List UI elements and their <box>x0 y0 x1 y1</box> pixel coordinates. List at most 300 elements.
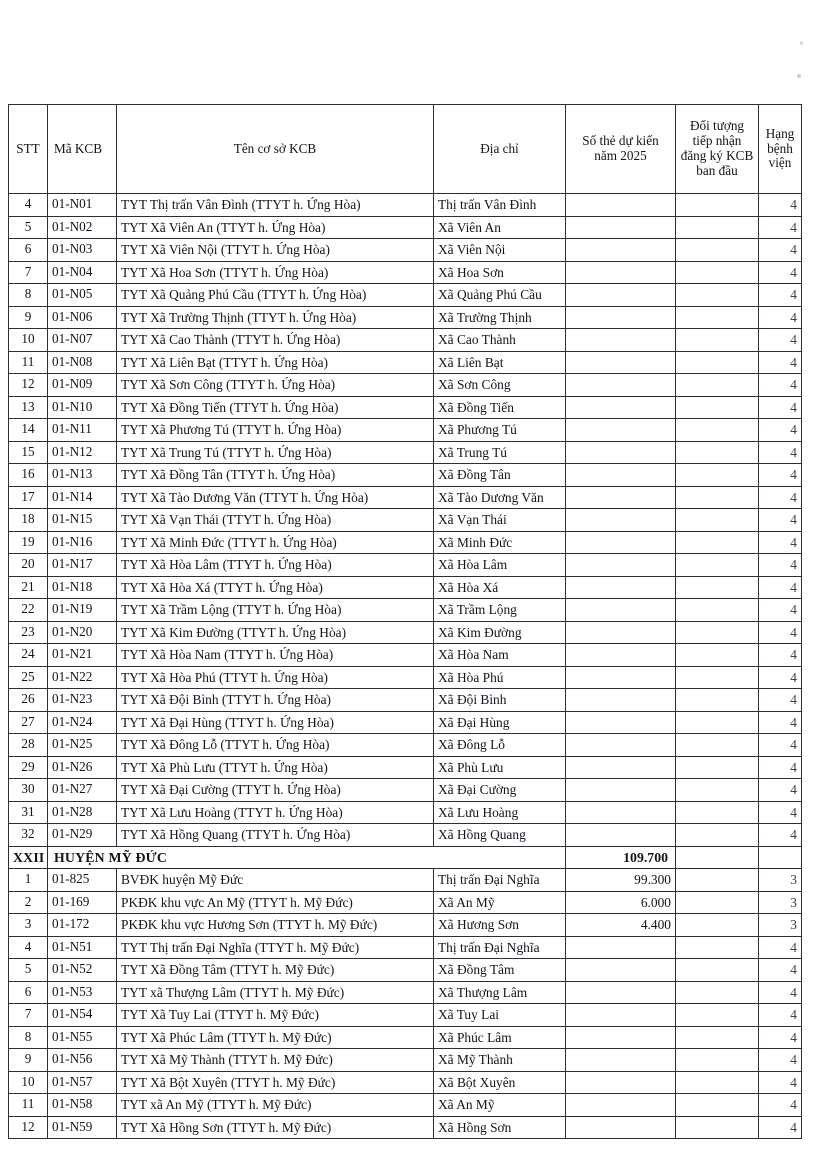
cell-ten-co-so: TYT Xã Lưu Hoàng (TTYT h. Ứng Hòa) <box>117 801 434 824</box>
table-row <box>9 981 802 1004</box>
cell-hang: 4 <box>759 779 802 802</box>
table-row <box>9 306 802 329</box>
column-header-doi-tuong: Đối tượng tiếp nhận đăng ký KCB ban đầu <box>676 105 759 194</box>
cell-dia-chi: Xã Trầm Lộng <box>434 599 566 622</box>
cell-stt: 10 <box>9 1071 48 1094</box>
cell-ten-co-so: TYT Xã Đồng Tâm (TTYT h. Mỹ Đức) <box>117 959 434 982</box>
table-row <box>9 261 802 284</box>
cell-stt: 11 <box>9 1094 48 1117</box>
cell-hang: 4 <box>759 1026 802 1049</box>
cell-hang: 4 <box>759 351 802 374</box>
cell-doi-tuong <box>676 981 759 1004</box>
cell-dia-chi: Xã Hồng Sơn <box>434 1116 566 1139</box>
cell-dia-chi: Xã Quảng Phú Cầu <box>434 284 566 307</box>
cell-ma-kcb: 01-N51 <box>48 936 117 959</box>
scan-speck-icon <box>797 74 801 78</box>
cell-so-the <box>566 239 676 262</box>
cell-hang: 4 <box>759 599 802 622</box>
cell-doi-tuong <box>676 621 759 644</box>
cell-ma-kcb: 01-N29 <box>48 824 117 847</box>
cell-ma-kcb: 01-N14 <box>48 486 117 509</box>
cell-stt: 21 <box>9 576 48 599</box>
cell-stt: 7 <box>9 261 48 284</box>
cell-stt: 22 <box>9 599 48 622</box>
cell-stt: 23 <box>9 621 48 644</box>
cell-ten-co-so: TYT Xã Trường Thịnh (TTYT h. Ứng Hòa) <box>117 306 434 329</box>
cell-doi-tuong <box>676 779 759 802</box>
cell-stt: 30 <box>9 779 48 802</box>
cell-dia-chi: Xã Đông Lỗ <box>434 734 566 757</box>
cell-ten-co-so: TYT Xã Phù Lưu (TTYT h. Ứng Hòa) <box>117 756 434 779</box>
cell-stt: 4 <box>9 936 48 959</box>
cell-so-the <box>566 261 676 284</box>
cell-stt: 12 <box>9 374 48 397</box>
cell-hang: 4 <box>759 1071 802 1094</box>
table-row <box>9 801 802 824</box>
table-row <box>9 689 802 712</box>
cell-ma-kcb: 01-N02 <box>48 216 117 239</box>
cell-stt: 12 <box>9 1116 48 1139</box>
table-row <box>9 396 802 419</box>
cell-stt: 10 <box>9 329 48 352</box>
cell-so-the <box>566 1026 676 1049</box>
cell-doi-tuong <box>676 576 759 599</box>
cell-ma-kcb: 01-N55 <box>48 1026 117 1049</box>
cell-ma-kcb: 01-N08 <box>48 351 117 374</box>
cell-ma-kcb: 01-N06 <box>48 306 117 329</box>
cell-ma-kcb: 01-172 <box>48 914 117 937</box>
cell-dia-chi: Xã An Mỹ <box>434 891 566 914</box>
cell-ten-co-so: TYT Xã Tào Dương Văn (TTYT h. Ứng Hòa) <box>117 486 434 509</box>
cell-stt: 2 <box>9 891 48 914</box>
cell-so-the <box>566 464 676 487</box>
table-row <box>9 621 802 644</box>
cell-hang: 4 <box>759 441 802 464</box>
cell-ma-kcb: 01-N57 <box>48 1071 117 1094</box>
cell-ten-co-so: TYT Xã Phương Tú (TTYT h. Ứng Hòa) <box>117 419 434 442</box>
cell-stt: 29 <box>9 756 48 779</box>
table-row <box>9 1026 802 1049</box>
cell-hang: 4 <box>759 554 802 577</box>
cell-hang: 4 <box>759 486 802 509</box>
cell-ten-co-so: TYT Thị trấn Vân Đình (TTYT h. Ứng Hòa) <box>117 194 434 217</box>
cell-dia-chi: Xã Hoa Sơn <box>434 261 566 284</box>
cell-hang: 4 <box>759 396 802 419</box>
cell-so-the <box>566 1004 676 1027</box>
cell-doi-tuong <box>676 554 759 577</box>
cell-hang: 4 <box>759 711 802 734</box>
cell-hang: 4 <box>759 936 802 959</box>
cell-ma-kcb: 01-N52 <box>48 959 117 982</box>
table-row <box>9 509 802 532</box>
cell-hang: 4 <box>759 1116 802 1139</box>
cell-dia-chi: Xã Trung Tú <box>434 441 566 464</box>
column-header-dia-chi: Địa chỉ <box>434 105 566 194</box>
cell-stt: 20 <box>9 554 48 577</box>
cell-so-the <box>566 329 676 352</box>
table-row <box>9 914 802 937</box>
cell-ma-kcb: 01-169 <box>48 891 117 914</box>
cell-so-the <box>566 306 676 329</box>
cell-ma-kcb: 01-N22 <box>48 666 117 689</box>
cell-doi-tuong <box>676 441 759 464</box>
cell-dia-chi: Xã Viên Nội <box>434 239 566 262</box>
scan-speck-icon <box>800 41 803 45</box>
table-header <box>9 105 802 194</box>
table-row <box>9 441 802 464</box>
cell-dia-chi: Xã Thượng Lâm <box>434 981 566 1004</box>
cell-doi-tuong <box>676 284 759 307</box>
cell-ma-kcb: 01-N26 <box>48 756 117 779</box>
cell-doi-tuong <box>676 261 759 284</box>
cell-doi-tuong <box>676 936 759 959</box>
cell-doi-tuong <box>676 711 759 734</box>
cell-stt: 26 <box>9 689 48 712</box>
cell-ten-co-so: TYT xã An Mỹ (TTYT h. Mỹ Đức) <box>117 1094 434 1117</box>
cell-ten-co-so: BVĐK huyện Mỹ Đức <box>117 869 434 892</box>
cell-stt: 11 <box>9 351 48 374</box>
cell-doi-tuong <box>676 914 759 937</box>
cell-ma-kcb: 01-N11 <box>48 419 117 442</box>
cell-dia-chi: Xã Đồng Tiến <box>434 396 566 419</box>
table-row <box>9 576 802 599</box>
cell-hang: 4 <box>759 419 802 442</box>
cell-so-the <box>566 801 676 824</box>
cell-ma-kcb: 01-N07 <box>48 329 117 352</box>
cell-dia-chi: Xã Đại Hùng <box>434 711 566 734</box>
cell-so-the <box>566 554 676 577</box>
cell-dia-chi: Xã Kim Đường <box>434 621 566 644</box>
table-row <box>9 216 802 239</box>
table-row <box>9 1004 802 1027</box>
cell-so-the: 6.000 <box>566 891 676 914</box>
cell-hang: 4 <box>759 824 802 847</box>
cell-so-the <box>566 194 676 217</box>
table-row <box>9 734 802 757</box>
table-row <box>9 239 802 262</box>
cell-stt: 15 <box>9 441 48 464</box>
cell-so-the <box>566 734 676 757</box>
cell-dia-chi: Xã Đội Bình <box>434 689 566 712</box>
cell-ten-co-so: TYT Xã Trung Tú (TTYT h. Ứng Hòa) <box>117 441 434 464</box>
table-row <box>9 284 802 307</box>
cell-stt: 8 <box>9 1026 48 1049</box>
cell-stt: 9 <box>9 1049 48 1072</box>
cell-ma-kcb: 01-N16 <box>48 531 117 554</box>
cell-hang <box>759 846 802 869</box>
cell-hang: 4 <box>759 666 802 689</box>
cell-so-the <box>566 284 676 307</box>
cell-ten-co-so: TYT Thị trấn Đại Nghĩa (TTYT h. Mỹ Đức) <box>117 936 434 959</box>
cell-so-the <box>566 531 676 554</box>
cell-hang: 4 <box>759 734 802 757</box>
table-row <box>9 756 802 779</box>
table-row <box>9 711 802 734</box>
cell-so-the <box>566 396 676 419</box>
cell-ma-kcb: 01-N25 <box>48 734 117 757</box>
cell-doi-tuong <box>676 891 759 914</box>
column-header-ma-kcb: Mã KCB <box>48 105 117 194</box>
cell-doi-tuong <box>676 464 759 487</box>
cell-doi-tuong <box>676 419 759 442</box>
cell-stt: 16 <box>9 464 48 487</box>
cell-dia-chi: Xã Hồng Quang <box>434 824 566 847</box>
cell-doi-tuong <box>676 869 759 892</box>
cell-dia-chi: Xã Tuy Lai <box>434 1004 566 1027</box>
cell-ten-co-so: TYT Xã Hồng Sơn (TTYT h. Mỹ Đức) <box>117 1116 434 1139</box>
cell-ten-co-so: TYT Xã Viên An (TTYT h. Ứng Hòa) <box>117 216 434 239</box>
cell-dia-chi: Xã Viên An <box>434 216 566 239</box>
cell-ten-co-so: TYT Xã Hồng Quang (TTYT h. Ứng Hòa) <box>117 824 434 847</box>
cell-ten-co-so: TYT Xã Đại Hùng (TTYT h. Ứng Hòa) <box>117 711 434 734</box>
cell-ten-co-so: TYT Xã Liên Bạt (TTYT h. Ứng Hòa) <box>117 351 434 374</box>
cell-hang: 4 <box>759 1004 802 1027</box>
table-row <box>9 824 802 847</box>
cell-dia-chi: Xã Liên Bạt <box>434 351 566 374</box>
cell-ten-co-so: TYT Xã Sơn Công (TTYT h. Ứng Hòa) <box>117 374 434 397</box>
cell-doi-tuong <box>676 846 759 869</box>
cell-so-the <box>566 666 676 689</box>
cell-hang: 3 <box>759 914 802 937</box>
cell-dia-chi: Thị trấn Đại Nghĩa <box>434 936 566 959</box>
cell-ten-co-so: PKĐK khu vực An Mỹ (TTYT h. Mỹ Đức) <box>117 891 434 914</box>
table-row <box>9 351 802 374</box>
cell-hang: 4 <box>759 576 802 599</box>
cell-so-the <box>566 419 676 442</box>
cell-doi-tuong <box>676 824 759 847</box>
cell-hang: 4 <box>759 801 802 824</box>
cell-hang: 4 <box>759 261 802 284</box>
cell-so-the <box>566 824 676 847</box>
cell-ma-kcb: 01-N10 <box>48 396 117 419</box>
cell-dia-chi: Xã Hòa Lâm <box>434 554 566 577</box>
cell-hang: 4 <box>759 239 802 262</box>
cell-dia-chi: Thị trấn Đại Nghĩa <box>434 869 566 892</box>
cell-doi-tuong <box>676 1116 759 1139</box>
cell-stt: 27 <box>9 711 48 734</box>
cell-ten-co-so: TYT Xã Mỹ Thành (TTYT h. Mỹ Đức) <box>117 1049 434 1072</box>
cell-stt: 32 <box>9 824 48 847</box>
table-row <box>9 419 802 442</box>
cell-dia-chi: Xã Hòa Nam <box>434 644 566 667</box>
cell-stt: XXII <box>9 846 48 869</box>
cell-section-name: HUYỆN MỸ ĐỨC <box>48 846 566 869</box>
cell-stt: 6 <box>9 981 48 1004</box>
cell-stt: 6 <box>9 239 48 262</box>
cell-doi-tuong <box>676 1004 759 1027</box>
cell-dia-chi: Xã Trường Thịnh <box>434 306 566 329</box>
cell-doi-tuong <box>676 644 759 667</box>
cell-ten-co-so: TYT Xã Viên Nội (TTYT h. Ứng Hòa) <box>117 239 434 262</box>
cell-ma-kcb: 01-N05 <box>48 284 117 307</box>
column-header-stt: STT <box>9 105 48 194</box>
cell-doi-tuong <box>676 666 759 689</box>
cell-ma-kcb: 01-N53 <box>48 981 117 1004</box>
cell-ten-co-so: TYT Xã Đông Lỗ (TTYT h. Ứng Hòa) <box>117 734 434 757</box>
table-row <box>9 599 802 622</box>
cell-dia-chi: Xã Đại Cường <box>434 779 566 802</box>
cell-so-the <box>566 1071 676 1094</box>
cell-hang: 4 <box>759 531 802 554</box>
cell-stt: 8 <box>9 284 48 307</box>
cell-doi-tuong <box>676 216 759 239</box>
cell-ten-co-so: TYT Xã Trầm Lộng (TTYT h. Ứng Hòa) <box>117 599 434 622</box>
table-row <box>9 329 802 352</box>
cell-ma-kcb: 01-N59 <box>48 1116 117 1139</box>
cell-dia-chi: Xã Đồng Tâm <box>434 959 566 982</box>
column-header-ten-co-so: Tên cơ sở KCB <box>117 105 434 194</box>
cell-doi-tuong <box>676 756 759 779</box>
cell-doi-tuong <box>676 329 759 352</box>
cell-ten-co-so: TYT Xã Hòa Phú (TTYT h. Ứng Hòa) <box>117 666 434 689</box>
table-row <box>9 644 802 667</box>
cell-doi-tuong <box>676 734 759 757</box>
cell-hang: 4 <box>759 329 802 352</box>
cell-ma-kcb: 01-N20 <box>48 621 117 644</box>
cell-doi-tuong <box>676 801 759 824</box>
cell-dia-chi: Xã Tào Dương Văn <box>434 486 566 509</box>
cell-ten-co-so: TYT Xã Đồng Tân (TTYT h. Ứng Hòa) <box>117 464 434 487</box>
cell-stt: 13 <box>9 396 48 419</box>
cell-so-the <box>566 441 676 464</box>
table-row <box>9 1116 802 1139</box>
cell-so-the <box>566 621 676 644</box>
cell-dia-chi: Xã Vạn Thái <box>434 509 566 532</box>
cell-stt: 24 <box>9 644 48 667</box>
cell-ma-kcb: 01-N54 <box>48 1004 117 1027</box>
cell-hang: 4 <box>759 644 802 667</box>
cell-hang: 4 <box>759 981 802 1004</box>
cell-dia-chi: Thị trấn Vân Đình <box>434 194 566 217</box>
cell-doi-tuong <box>676 194 759 217</box>
cell-ten-co-so: TYT Xã Hòa Xá (TTYT h. Ứng Hòa) <box>117 576 434 599</box>
cell-so-the <box>566 689 676 712</box>
cell-stt: 7 <box>9 1004 48 1027</box>
cell-hang: 4 <box>759 464 802 487</box>
cell-hang: 4 <box>759 689 802 712</box>
cell-ten-co-so: TYT Xã Đại Cường (TTYT h. Ứng Hòa) <box>117 779 434 802</box>
cell-dia-chi: Xã An Mỹ <box>434 1094 566 1117</box>
cell-ma-kcb: 01-825 <box>48 869 117 892</box>
cell-so-the <box>566 1049 676 1072</box>
cell-hang: 4 <box>759 509 802 532</box>
cell-ten-co-so: TYT Xã Kim Đường (TTYT h. Ứng Hòa) <box>117 621 434 644</box>
cell-so-the <box>566 599 676 622</box>
cell-stt: 18 <box>9 509 48 532</box>
cell-doi-tuong <box>676 531 759 554</box>
cell-so-the <box>566 756 676 779</box>
cell-hang: 4 <box>759 1094 802 1117</box>
cell-stt: 17 <box>9 486 48 509</box>
cell-ma-kcb: 01-N28 <box>48 801 117 824</box>
cell-doi-tuong <box>676 509 759 532</box>
cell-so-the <box>566 486 676 509</box>
cell-so-the <box>566 779 676 802</box>
cell-ma-kcb: 01-N56 <box>48 1049 117 1072</box>
cell-ten-co-so: TYT Xã Cao Thành (TTYT h. Ứng Hòa) <box>117 329 434 352</box>
cell-doi-tuong <box>676 599 759 622</box>
cell-so-the <box>566 1094 676 1117</box>
cell-dia-chi: Xã Sơn Công <box>434 374 566 397</box>
table-row <box>9 1094 802 1117</box>
cell-stt: 5 <box>9 216 48 239</box>
cell-ma-kcb: 01-N18 <box>48 576 117 599</box>
table-row <box>9 891 802 914</box>
cell-ten-co-so: TYT xã Thượng Lâm (TTYT h. Mỹ Đức) <box>117 981 434 1004</box>
table-row <box>9 486 802 509</box>
cell-ma-kcb: 01-N58 <box>48 1094 117 1117</box>
cell-hang: 4 <box>759 621 802 644</box>
cell-hang: 4 <box>759 959 802 982</box>
cell-so-the <box>566 509 676 532</box>
cell-ma-kcb: 01-N04 <box>48 261 117 284</box>
cell-stt: 1 <box>9 869 48 892</box>
cell-doi-tuong <box>676 351 759 374</box>
cell-hang: 4 <box>759 306 802 329</box>
cell-so-the <box>566 216 676 239</box>
cell-doi-tuong <box>676 486 759 509</box>
cell-hang: 3 <box>759 869 802 892</box>
cell-hang: 4 <box>759 216 802 239</box>
cell-stt: 31 <box>9 801 48 824</box>
table-row <box>9 869 802 892</box>
cell-stt: 3 <box>9 914 48 937</box>
cell-so-the <box>566 576 676 599</box>
cell-doi-tuong <box>676 374 759 397</box>
column-header-hang-benh-vien: Hạng bệnh viện <box>759 105 802 194</box>
table-section-row <box>9 846 802 869</box>
cell-stt: 4 <box>9 194 48 217</box>
cell-so-the <box>566 351 676 374</box>
table-row <box>9 554 802 577</box>
cell-ten-co-so: TYT Xã Quảng Phú Cầu (TTYT h. Ứng Hòa) <box>117 284 434 307</box>
cell-doi-tuong <box>676 1094 759 1117</box>
cell-ten-co-so: TYT Xã Hòa Nam (TTYT h. Ứng Hòa) <box>117 644 434 667</box>
cell-dia-chi: Xã Bột Xuyên <box>434 1071 566 1094</box>
cell-dia-chi: Xã Hòa Phú <box>434 666 566 689</box>
cell-stt: 28 <box>9 734 48 757</box>
cell-dia-chi: Xã Lưu Hoàng <box>434 801 566 824</box>
cell-ma-kcb: 01-N24 <box>48 711 117 734</box>
cell-ma-kcb: 01-N13 <box>48 464 117 487</box>
cell-so-the: 109.700 <box>566 846 676 869</box>
cell-doi-tuong <box>676 959 759 982</box>
cell-doi-tuong <box>676 1026 759 1049</box>
cell-ma-kcb: 01-N17 <box>48 554 117 577</box>
cell-ma-kcb: 01-N15 <box>48 509 117 532</box>
cell-dia-chi: Xã Phúc Lâm <box>434 1026 566 1049</box>
cell-hang: 3 <box>759 891 802 914</box>
cell-dia-chi: Xã Phù Lưu <box>434 756 566 779</box>
cell-stt: 14 <box>9 419 48 442</box>
table-row <box>9 374 802 397</box>
cell-ten-co-so: TYT Xã Đồng Tiến (TTYT h. Ứng Hòa) <box>117 396 434 419</box>
cell-so-the: 99.300 <box>566 869 676 892</box>
cell-doi-tuong <box>676 306 759 329</box>
cell-hang: 4 <box>759 374 802 397</box>
cell-dia-chi: Xã Minh Đức <box>434 531 566 554</box>
cell-doi-tuong <box>676 239 759 262</box>
table-row <box>9 959 802 982</box>
column-header-so-the: Số thẻ dự kiến năm 2025 <box>566 105 676 194</box>
cell-ten-co-so: PKĐK khu vực Hương Sơn (TTYT h. Mỹ Đức) <box>117 914 434 937</box>
cell-hang: 4 <box>759 1049 802 1072</box>
cell-dia-chi: Xã Cao Thành <box>434 329 566 352</box>
cell-ten-co-so: TYT Xã Tuy Lai (TTYT h. Mỹ Đức) <box>117 1004 434 1027</box>
cell-ma-kcb: 01-N21 <box>48 644 117 667</box>
cell-ma-kcb: 01-N12 <box>48 441 117 464</box>
cell-ten-co-so: TYT Xã Minh Đức (TTYT h. Ứng Hòa) <box>117 531 434 554</box>
